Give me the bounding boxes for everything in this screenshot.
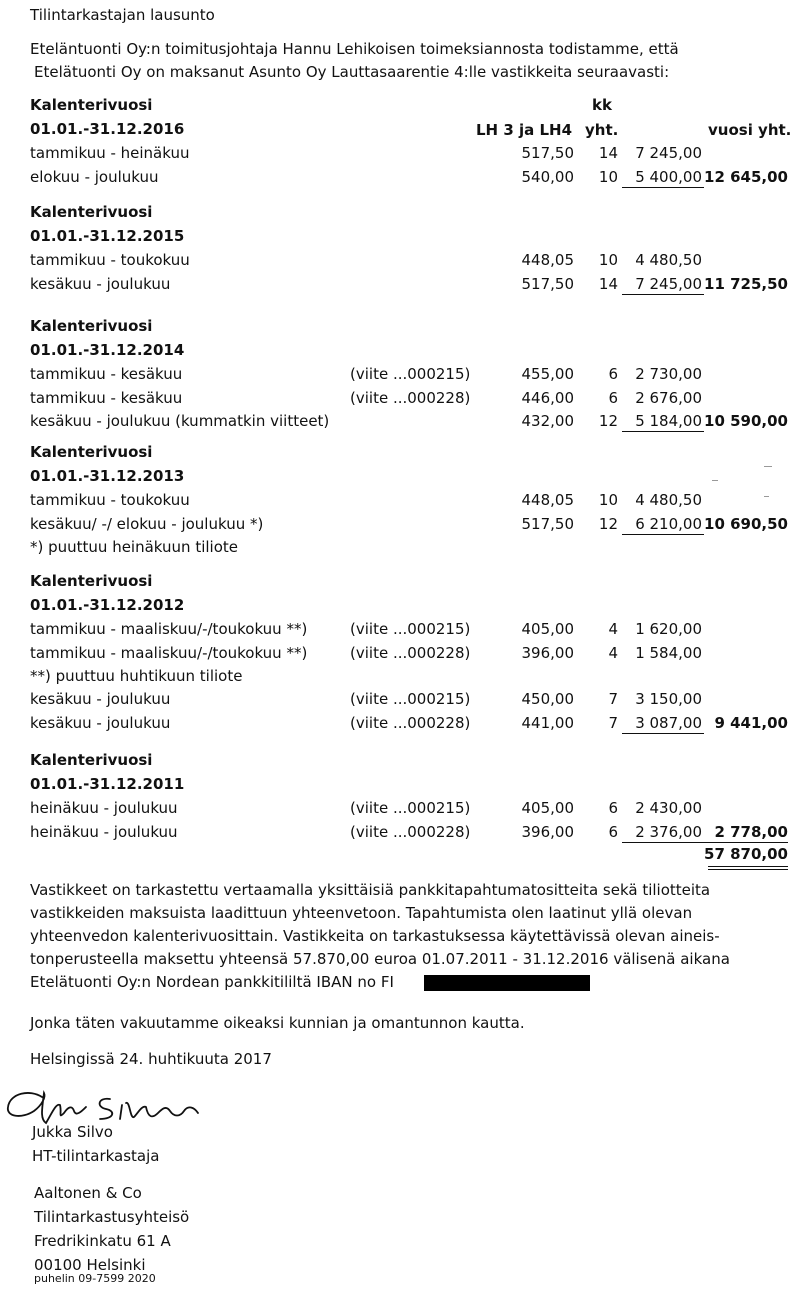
row-amount: 7 245,00 <box>635 274 702 293</box>
row-period: tammikuu - toukokuu <box>30 251 190 269</box>
intro-line-1: Eteläntuonti Oy:n toimitusjohtaja Hannu Lehikoisen toimeksiannosta todistamme, että <box>30 40 679 58</box>
row-period: kesäkuu/ -/ elokuu - joulukuu *) <box>30 514 264 533</box>
firm-phone: puhelin 09-7599 2020 <box>34 1272 156 1285</box>
row-amount: 1 584,00 <box>635 643 702 662</box>
section-label: Kalenterivuosi <box>30 443 153 461</box>
row-monthly-rate: 396,00 <box>521 822 574 841</box>
signature-text: Jukka Silvo <box>2 1083 8 1084</box>
section-note: **) puuttuu huhtikuun tiliote <box>30 667 243 685</box>
section-date-range: 01.01.-31.12.2015 <box>30 227 185 245</box>
place-date: Helsingissä 24. huhtikuuta 2017 <box>30 1050 272 1068</box>
row-month-count: 4 <box>608 620 618 638</box>
firm-name: Aaltonen & Co <box>34 1184 142 1202</box>
row-reference: (viite ...000215) <box>350 690 471 708</box>
subtotal-underline <box>622 294 704 295</box>
row-month-count: 10 <box>598 251 618 269</box>
row-period: tammikuu - heinäkuu <box>30 144 190 162</box>
row-reference: (viite ...000215) <box>350 799 471 817</box>
subtotal-underline <box>622 733 704 734</box>
grand-total: 57 870,00 <box>704 845 788 863</box>
header-yht: yht. <box>585 121 619 139</box>
row-monthly-rate: 446,00 <box>521 388 574 407</box>
row-month-count: 7 <box>608 713 618 732</box>
header-kk: kk <box>592 96 612 114</box>
row-monthly-rate: 405,00 <box>521 620 574 638</box>
row-reference: (viite ...000228) <box>350 822 471 841</box>
row-period: kesäkuu - joulukuu <box>30 713 171 732</box>
grand-total-rule-bottom-1 <box>708 866 788 867</box>
section-date-range: 01.01.-31.12.2011 <box>30 775 185 793</box>
row-month-count: 12 <box>598 514 618 533</box>
row-monthly-rate: 517,50 <box>521 144 574 162</box>
section-date-range: 01.01.-31.12.2016 <box>30 120 185 138</box>
section-date-range: 01.01.-31.12.2012 <box>30 596 185 614</box>
section-label: Kalenterivuosi <box>30 751 153 769</box>
paragraph-line-2: vastikkeiden maksuista laadittuun yhteenvetoon. Tapahtumista olen laatinut yllä olevan <box>30 904 693 922</box>
row-amount: 7 245,00 <box>635 144 702 162</box>
row-amount: 3 150,00 <box>635 690 702 708</box>
row-period: tammikuu - maaliskuu/-/toukokuu **) <box>30 620 308 638</box>
row-monthly-rate: 448,05 <box>521 491 574 509</box>
row-amount: 2 430,00 <box>635 799 702 817</box>
row-amount: 3 087,00 <box>635 713 702 732</box>
row-reference: (viite ...000228) <box>350 713 471 732</box>
row-monthly-rate: 405,00 <box>521 799 574 817</box>
row-month-count: 6 <box>608 365 618 383</box>
row-month-count: 6 <box>608 822 618 841</box>
row-month-count: 10 <box>598 167 618 186</box>
firm-type: Tilintarkastusyhteisö <box>34 1208 190 1226</box>
row-reference: (viite ...000228) <box>350 643 471 662</box>
row-period: heinäkuu - joulukuu <box>30 799 178 817</box>
document-title: Tilintarkastajan lausunto <box>30 6 215 24</box>
row-amount: 2 676,00 <box>635 388 702 407</box>
subtotal-underline <box>622 534 704 535</box>
row-month-count: 14 <box>598 274 618 293</box>
row-amount: 1 620,00 <box>635 620 702 638</box>
row-reference: (viite ...000215) <box>350 620 471 638</box>
row-monthly-rate: 441,00 <box>521 713 574 732</box>
row-reference: (viite ...000215) <box>350 365 471 383</box>
subtotal-underline <box>622 431 704 432</box>
paragraph-line-3: yhteenvedon kalenterivuosittain. Vastikkeita on tarkastuksessa käytettävissä olevan aineis- <box>30 927 720 945</box>
row-monthly-rate: 517,50 <box>521 514 574 533</box>
section-label: Kalenterivuosi <box>30 317 153 335</box>
section-label: Kalenterivuosi <box>30 203 153 221</box>
row-month-count: 6 <box>608 388 618 407</box>
row-year-total: 10 590,00 <box>704 412 788 430</box>
row-month-count: 12 <box>598 412 618 430</box>
section-note: *) puuttuu heinäkuun tiliote <box>30 538 238 556</box>
section-date-range: 01.01.-31.12.2014 <box>30 341 185 359</box>
scan-speck <box>764 466 772 467</box>
row-monthly-rate: 432,00 <box>521 412 574 430</box>
row-period: heinäkuu - joulukuu <box>30 822 178 841</box>
subtotal-underline <box>622 187 704 188</box>
section-label: Kalenterivuosi <box>30 572 153 590</box>
row-monthly-rate: 455,00 <box>521 365 574 383</box>
row-amount: 5 400,00 <box>635 167 702 186</box>
signer-title: HT-tilintarkastaja <box>32 1147 160 1165</box>
row-period: tammikuu - kesäkuu <box>30 388 183 407</box>
redaction-bar <box>424 975 590 991</box>
section-date-range: 01.01.-31.12.2013 <box>30 467 185 485</box>
row-monthly-rate: 517,50 <box>521 274 574 293</box>
section-label: Kalenterivuosi <box>30 96 153 114</box>
row-period: tammikuu - maaliskuu/-/toukokuu **) <box>30 643 308 662</box>
row-amount: 2 730,00 <box>635 365 702 383</box>
row-year-total: 9 441,00 <box>714 713 788 732</box>
row-amount: 4 480,50 <box>635 251 702 269</box>
row-period: kesäkuu - joulukuu (kummatkin viitteet) <box>30 412 330 430</box>
intro-line-2: Etelätuonti Oy on maksanut Asunto Oy Lauttasaarentie 4:lle vastikkeita seuraavasti: <box>34 63 670 81</box>
row-monthly-rate: 448,05 <box>521 251 574 269</box>
grand-total-rule-top <box>708 842 788 843</box>
grand-total-rule-bottom-2 <box>708 869 788 870</box>
row-year-total: 10 690,50 <box>704 514 788 533</box>
row-amount: 4 480,50 <box>635 491 702 509</box>
row-period: tammikuu - toukokuu <box>30 491 190 509</box>
firm-street: Fredrikinkatu 61 A <box>34 1232 171 1250</box>
header-lh: LH 3 ja LH4 <box>476 121 573 139</box>
row-amount: 5 184,00 <box>635 412 702 430</box>
scan-speck <box>712 480 718 481</box>
paragraph-line-1: Vastikkeet on tarkastettu vertaamalla yksittäisiä pankkitapahtumatositteita sekä tiliotteita <box>30 881 711 899</box>
row-monthly-rate: 450,00 <box>521 690 574 708</box>
row-monthly-rate: 540,00 <box>521 167 574 186</box>
row-month-count: 7 <box>608 690 618 708</box>
row-period: kesäkuu - joulukuu <box>30 274 171 293</box>
row-amount: 2 376,00 <box>635 822 702 841</box>
row-period: kesäkuu - joulukuu <box>30 690 171 708</box>
row-month-count: 10 <box>598 491 618 509</box>
paragraph-line-4: tonperusteella maksettu yhteensä 57.870,00 euroa 01.07.2011 - 31.12.2016 välisenä aikana <box>30 950 730 968</box>
row-amount: 6 210,00 <box>635 514 702 533</box>
row-period: elokuu - joulukuu <box>30 167 159 186</box>
firm-city: 00100 Helsinki <box>34 1256 146 1274</box>
scan-speck <box>764 496 769 497</box>
row-month-count: 4 <box>608 643 618 662</box>
row-year-total: 11 725,50 <box>704 274 788 293</box>
confirmation-line: Jonka täten vakuutamme oikeaksi kunnian ja omantunnon kautta. <box>30 1014 525 1032</box>
row-reference: (viite ...000228) <box>350 388 471 407</box>
paragraph-line-5: Etelätuonti Oy:n Nordean pankkitililtä IBAN no FI <box>30 973 394 991</box>
row-period: tammikuu - kesäkuu <box>30 365 183 383</box>
signer-name: Jukka Silvo <box>32 1123 113 1141</box>
row-year-total: 2 778,00 <box>714 822 788 841</box>
row-year-total: 12 645,00 <box>704 167 788 186</box>
row-month-count: 14 <box>598 144 618 162</box>
header-vuosi-yht: vuosi yht. <box>708 121 792 139</box>
row-month-count: 6 <box>608 799 618 817</box>
row-monthly-rate: 396,00 <box>521 643 574 662</box>
